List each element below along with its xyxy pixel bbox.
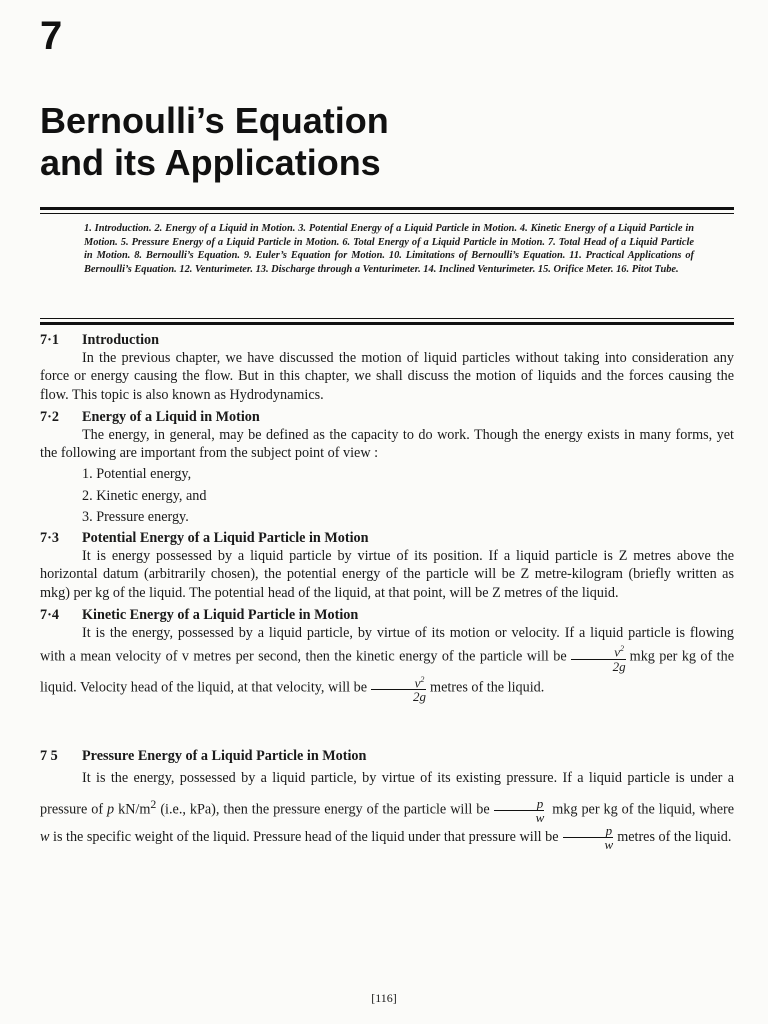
chapter-contents: 1. Introduction. 2. Energy of a Liquid in Motion. 3. Potential Energy of a Liquid Particle in Motion. 4. Kinetic Energy of a Liquid Particle in Motion. 5. Pressure Energy of a Liquid Particle in Motion. 6. Total Energy of a Liquid Particle in Motion. 7. Total Head of a Liquid Particle in Motion. 8. Bernoulli’s Equation. 9. Euler’s Equation for Motion. 10. Limitations of Bernoulli’s Equation. 11. Practical Applications of Bernoulli’s Equation. 12. Venturimeter. 13. Discharge through a Venturimeter. 14. Inclined Venturimeter. 15. Orifice Meter. 16. Pitot Tube.: [84, 223, 694, 275]
section-number: 7·1: [40, 332, 59, 348]
section-number: 7 5: [40, 747, 58, 764]
section-heading: [40, 331, 734, 349]
page-number: [116]: [371, 991, 397, 1005]
section-heading: [40, 747, 734, 765]
section-potential-energy: [40, 529, 734, 602]
pressure-head-fraction: $\frac{p}{w}$: [563, 824, 614, 851]
velocity-head-fraction: $\frac{v^2}{2g}$: [571, 642, 626, 672]
section-heading: [40, 606, 734, 624]
chapter-title-line2: and its Applications: [40, 142, 381, 183]
section-introduction: [40, 331, 734, 404]
section-title: Energy of a Liquid in Motion: [82, 408, 260, 425]
section-heading: [40, 408, 734, 426]
section-energy: [40, 408, 734, 526]
velocity-head-fraction: $\frac{v^2}{2g}$: [371, 673, 426, 703]
energy-list: [40, 465, 734, 526]
bottom-rule-thin: [40, 318, 734, 319]
chapter-title: [40, 100, 389, 184]
section-number: 7·2: [40, 408, 59, 425]
bottom-rule-thick: [40, 322, 734, 325]
chapter-number: 7: [40, 14, 63, 58]
section-paragraph: It is the energy, possessed by a liquid particle, by virtue of its existing pressure. If a liquid particle is under a pressure of p $kN/m^2$ (i.e., kPa), then the pressure energy of the particle will be $\frac{p}{w}$ mkg per kg of the liquid, where w is the specific weight of the liquid. Pressure head of the liquid under that pressure will be $\frac{p}{w}$ metres of the liquid.: [40, 770, 735, 853]
section-kinetic-energy: [40, 606, 734, 703]
section-paragraph: It is the energy, possessed by a liquid particle, by virtue of its motion or velocity. If a liquid particle is flowing with a mean velocity of v metres per second, then the kinetic energy of the particle will be $\frac{v^2}{2g}$ mkg per kg of the liquid. Velocity head of the liquid, at that velocity, will be $\frac{v^2}{2g}$ metres of the liquid.: [40, 625, 734, 704]
section-paragraph: It is energy possessed by a liquid particle by virtue of its position. If a liquid particle is Z metres above the horizontal datum (arbitrarily chosen), the potential energy of the particle will be Z metre-kilogram (briefly written as mkg) per kg of the liquid. The potential head of the liquid, at that point, will be Z metres of the liquid.: [40, 548, 734, 601]
section-title: Introduction: [82, 332, 159, 348]
section-title: Pressure Energy of a Liquid Particle in Motion: [82, 747, 367, 764]
section-number: 7·4: [40, 606, 59, 623]
chapter-body: [40, 331, 734, 851]
list-item: 1. Potential energy,: [82, 466, 192, 483]
section-paragraph: In the previous chapter, we have discussed the motion of liquid particles without taking into consideration any force or energy causing the flow. But in this chapter, we shall discuss the motion of liquids and the forces causing the flow. This topic is also known as Hydrodynamics.: [40, 350, 734, 403]
top-rule-thick: [40, 207, 734, 210]
list-item: 2. Kinetic energy, and: [82, 487, 207, 504]
section-title: Potential Energy of a Liquid Particle in Motion: [82, 530, 369, 547]
section-number: 7·3: [40, 530, 59, 547]
chapter-title-line1: Bernoulli’s Equation: [40, 100, 389, 141]
list-item: 3. Pressure energy.: [82, 508, 189, 525]
pressure-head-fraction: $\frac{p}{w}$: [494, 797, 545, 824]
section-heading: [40, 529, 734, 547]
section-title: Kinetic Energy of a Liquid Particle in Motion: [82, 606, 359, 623]
top-rule-thin: [40, 213, 734, 214]
section-pressure-energy: [40, 747, 734, 851]
section-paragraph: The energy, in general, may be defined as the capacity to do work. Though the energy exists in many forms, yet the following are important from the subject point of view :: [40, 427, 734, 462]
